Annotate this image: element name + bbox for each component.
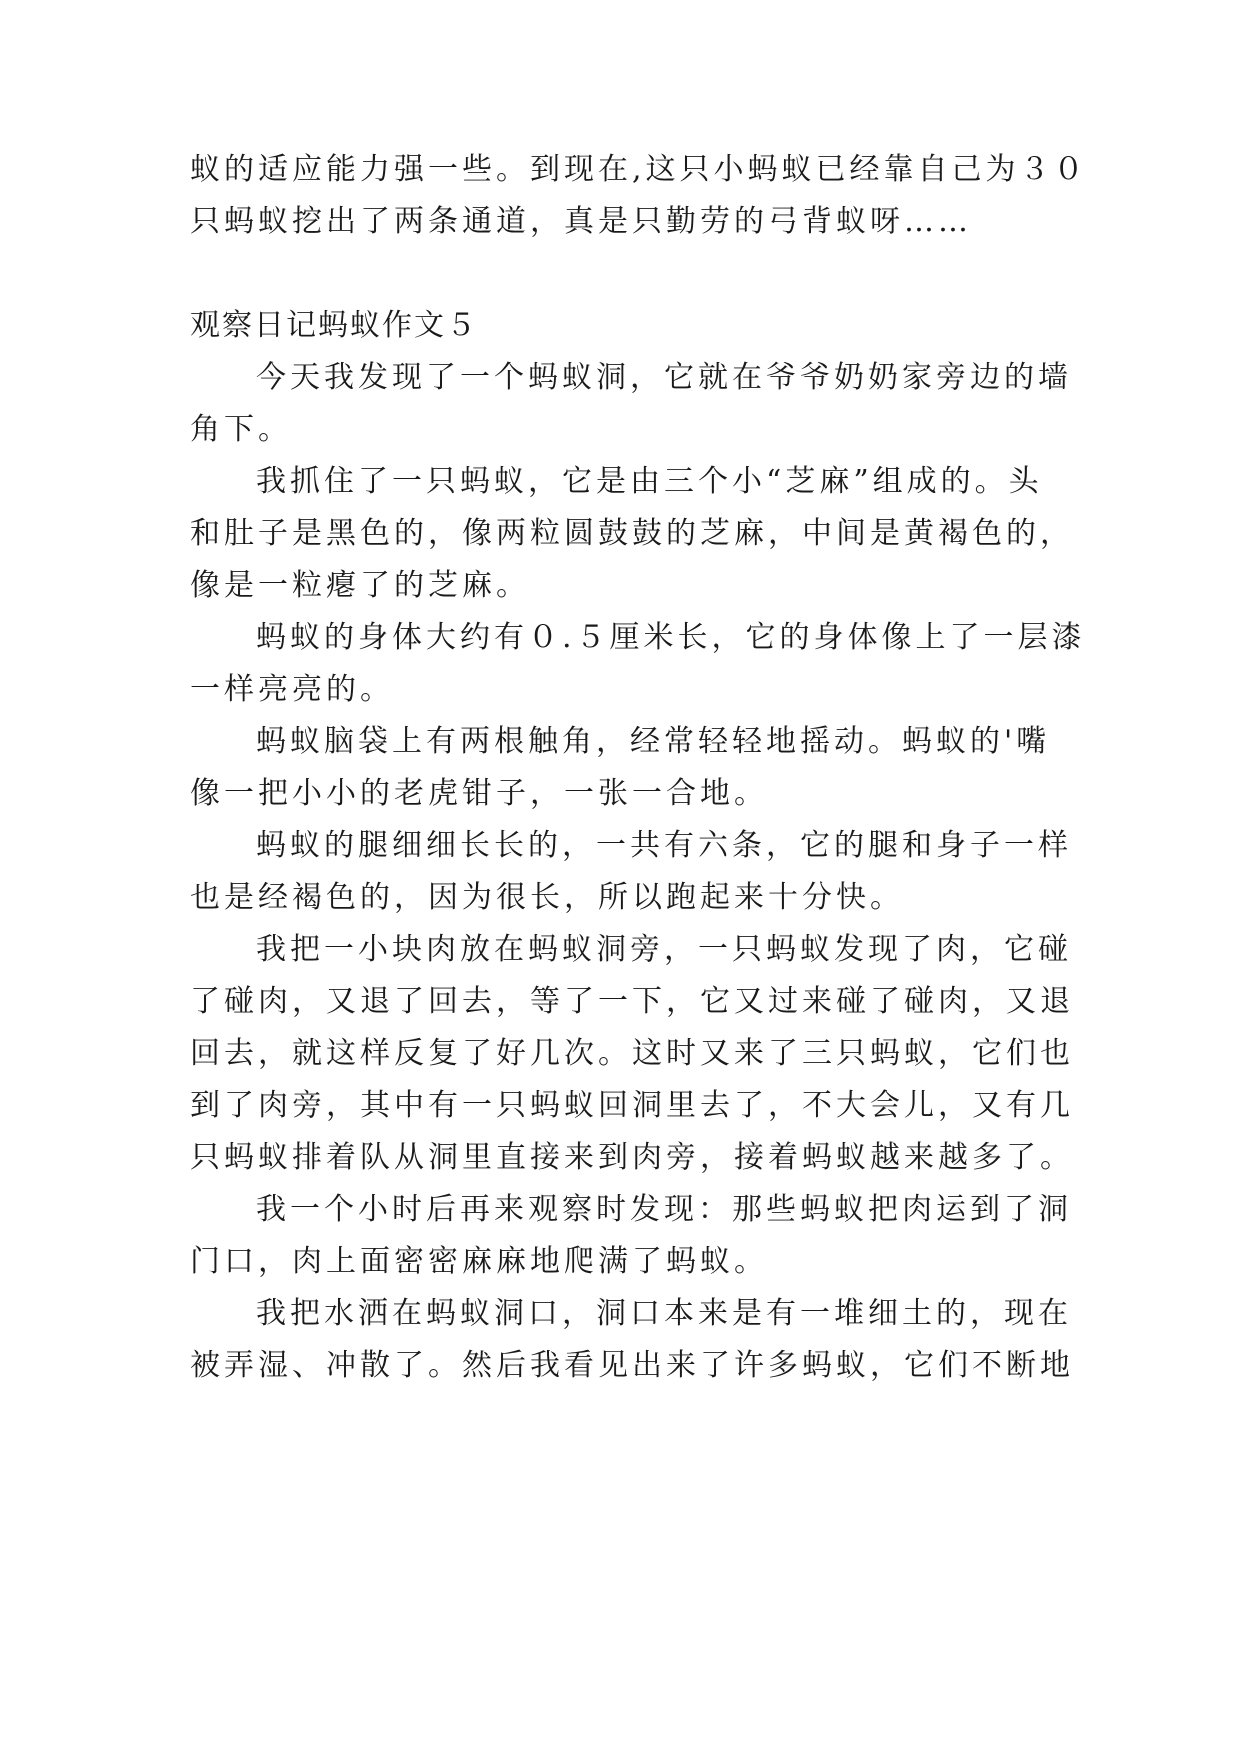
paragraph-line: 我抓住了一只蚂蚁，它是由三个小“芝麻”组成的。头: [256, 464, 1043, 499]
paragraph-line: 到了肉旁，其中有一只蚂蚁回洞里去了，不大会儿，又有几: [190, 1088, 1074, 1123]
paragraph-line: 今天我发现了一个蚂蚁洞，它就在爷爷奶奶家旁边的墙: [256, 360, 1072, 395]
text-line: 只蚂蚁挖出了两条通道，真是只勤劳的弓背蚁呀……: [190, 204, 972, 239]
paragraph-line: 也是经褐色的，因为很长，所以跑起来十分快。: [190, 880, 904, 915]
paragraph-line: 门口，肉上面密密麻麻地爬满了蚂蚁。: [190, 1244, 768, 1279]
paragraph-line: 了碰肉，又退了回去，等了一下，它又过来碰了碰肉，又退: [190, 984, 1074, 1019]
paragraph-line: 我把水洒在蚂蚁洞口，洞口本来是有一堆细土的，现在: [256, 1296, 1072, 1331]
paragraph-line: 像是一粒瘪了的芝麻。: [190, 568, 530, 603]
paragraph-line: 我一个小时后再来观察时发现：那些蚂蚁把肉运到了洞: [256, 1192, 1072, 1227]
paragraph-line: 被弄湿、冲散了。然后我看见出来了许多蚂蚁，它们不断地: [190, 1348, 1074, 1383]
paragraph-line: 只蚂蚁排着队从洞里直接来到肉旁，接着蚂蚁越来越多了。: [190, 1140, 1074, 1175]
section-title: 观察日记蚂蚁作文５: [190, 308, 478, 343]
paragraph-line: 一样亮亮的。: [190, 672, 394, 707]
paragraph-line: 我把一小块肉放在蚂蚁洞旁，一只蚂蚁发现了肉，它碰: [256, 932, 1072, 967]
paragraph-line: 回去，就这样反复了好几次。这时又来了三只蚂蚁，它们也: [190, 1036, 1074, 1071]
text-line: 蚁的适应能力强一些。到现在,这只小蚂蚁已经靠自己为３０: [190, 152, 1088, 187]
paragraph-line: 角下。: [190, 412, 292, 447]
paragraph-line: 蚂蚁的身体大约有０.５厘米长，它的身体像上了一层漆: [256, 620, 1086, 655]
paragraph-line: 像一把小小的老虎钳子，一张一合地。: [190, 776, 768, 811]
paragraph-line: 蚂蚁脑袋上有两根触角，经常轻轻地摇动。蚂蚁的'嘴: [256, 724, 1051, 759]
paragraph-line: 和肚子是黑色的，像两粒圆鼓鼓的芝麻，中间是黄褐色的，: [190, 516, 1074, 551]
paragraph-line: 蚂蚁的腿细细长长的，一共有六条，它的腿和身子一样: [256, 828, 1072, 863]
